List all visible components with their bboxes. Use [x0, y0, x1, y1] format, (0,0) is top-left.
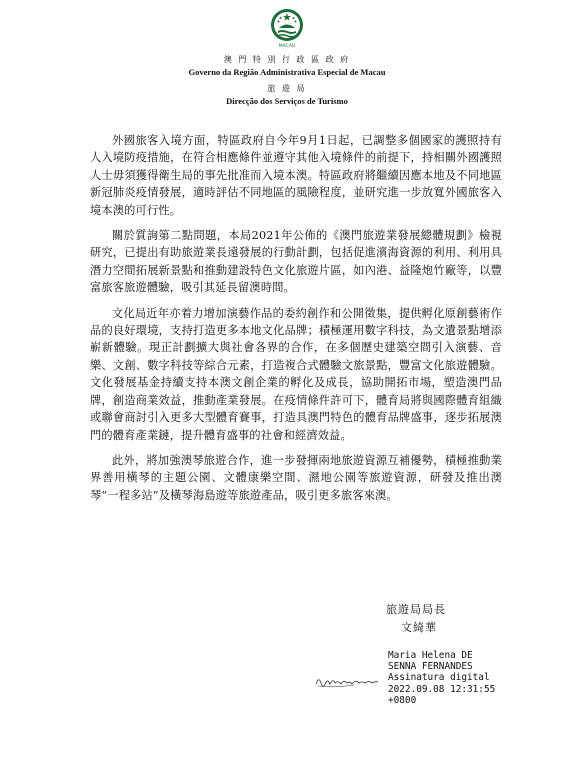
handwritten-signature: [314, 672, 380, 690]
digital-signature-line: Maria Helena DE: [388, 650, 473, 661]
paragraph-cultural-sports: 文化局近年亦着力增加演藝作品的委約創作和公開徵集，提供孵化原創藝術作品的良好環境，支持打造更多本地文化品牌；積極運用數字科技，為文遺景點增添嶄新體驗。現正計劃擴大與社會各界的合作，在多個歷史建築空間引入演藝、音樂、文創、數字科技等綜合元素，打造複合式體驗文旅景點，豐富文化旅遊體驗。文化發展基金持續支持本澳文創企業的孵化及成長，協助開拓市場，塑造澳門品牌，創造商業效益，推動產業發展。在疫情條件許可下，體育局將與國際體育組織或聯會商討引入更多大型體育賽事，打造具澳門特色的體育品牌盛事，逐步拓展澳門的體育產業鏈，提升體育盛事的社會和經濟效益。: [90, 306, 502, 442]
digital-signature-block: [388, 650, 548, 706]
digital-signature-line: Assinatura digital: [388, 672, 490, 684]
paragraph-master-plan: 關於質詢第二點問題，本局2021年公佈的《澳門旅遊業發展總體規劃》檢視研究，已提出有助旅遊業長遠發展的行動計劃，包括促進濱海資源的利用、利用具潛力空間拓展新景點和推動建設特色文化旅遊片區，如內港、益隆炮竹廠等，以豐富旅客旅遊體驗，吸引其延長留澳時間。: [90, 229, 502, 295]
macau-emblem: [268, 8, 306, 48]
paragraph-hengqin-cooperation: 此外，將加強澳琴旅遊合作，進一步發揮兩地旅遊資源互補優勢，積極推動業界善用橫琴的主題公園、文體康樂空間、濕地公園等旅遊資源，研發及推出澳琴“一程多站”及橫琴海島遊等旅遊產品，吸引更多旅客來澳。: [90, 453, 502, 502]
digital-signature-line: 2022.09.08 12:31:55: [388, 683, 496, 695]
department-name-portuguese: Direcção dos Serviços de Turismo: [226, 96, 348, 106]
department-name-chinese: 旅 遊 局: [267, 84, 307, 93]
signatory-name: 文綺華: [401, 621, 437, 634]
emblem-caption: MACAU: [278, 44, 296, 48]
digital-signature-line: SENNA FERNANDES: [388, 661, 473, 673]
digital-signature-line: +0800: [388, 694, 417, 706]
signatory-title: 旅遊局局長: [386, 603, 446, 616]
letter-body: [90, 132, 502, 512]
paragraph-foreign-visitors: 外國旅客入境方面，特區政府自今年9月1日起，已調整多個國家的護照持有人入境防疫措施，在符合相應條件並遵守其他入境條件的前提下，持相關外國護照人士毋須獲得衛生局的事先批准而入境本澳。特區政府將繼續因應本地及不同地區新冠肺炎疫情發展，適時評估不同地區的風險程度，並研究進一步放寬外國旅客入境本澳的可行性。: [90, 134, 502, 217]
government-name-portuguese: Governo da Região Administrativa Especial de Macau: [188, 67, 386, 77]
government-name-chinese: 澳 門 特 別 行 政 區 政 府: [223, 55, 351, 64]
